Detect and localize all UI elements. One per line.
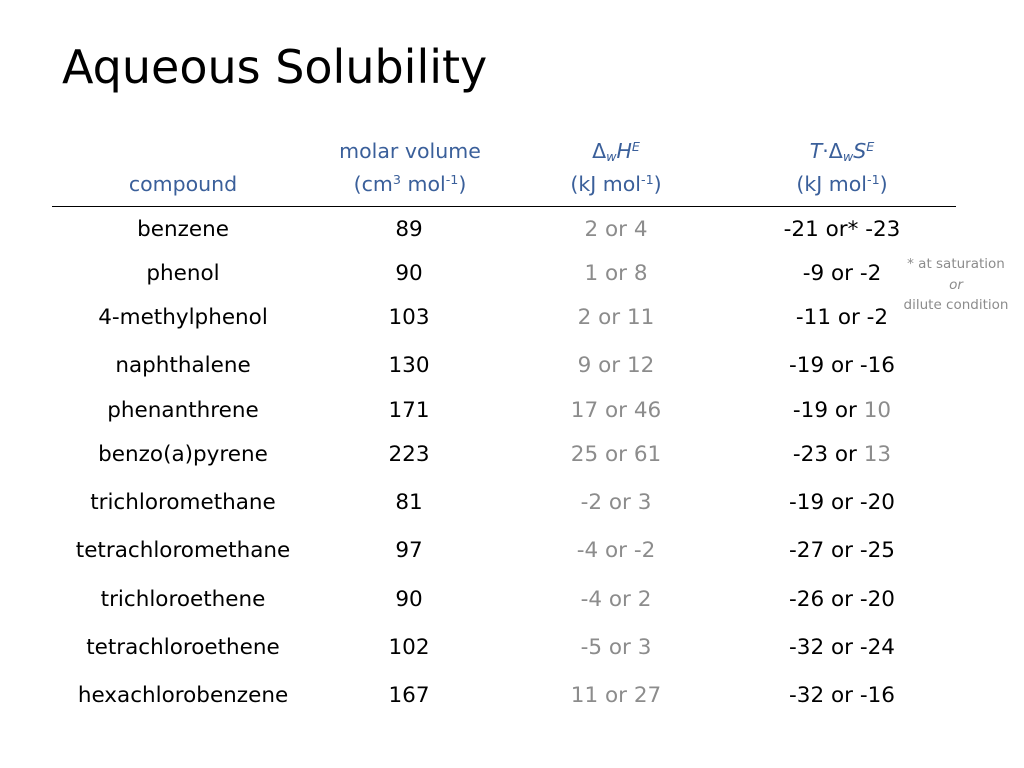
molar-volume-cell: 89: [395, 217, 423, 242]
symbol-main: H: [616, 139, 632, 163]
header-molar-volume-unit: [310, 168, 510, 201]
entropy-cell: [752, 531, 932, 571]
enthalpy-cell: 11 or 27: [570, 683, 662, 708]
molar-volume-cell: 103: [388, 305, 430, 330]
unit-text: (kJ mol: [570, 172, 641, 196]
entropy-cell: [752, 435, 932, 475]
molar-volume-cell: 90: [395, 261, 423, 286]
compound-cell: trichloromethane: [90, 490, 276, 515]
entropy-value: -19 or -20: [789, 490, 895, 515]
compound-cell: tetrachloroethene: [86, 635, 280, 660]
table-row: [0, 254, 1024, 294]
header-molar-volume-label: molar volume: [339, 139, 481, 163]
superscript: E: [631, 139, 640, 155]
header-molar-volume: [310, 135, 510, 201]
header-entropy-unit: [752, 168, 932, 201]
superscript: E: [866, 139, 875, 155]
compound-cell: trichloroethene: [100, 587, 266, 612]
subscript: w: [842, 149, 854, 165]
molar-volume-cell: 223: [388, 442, 430, 467]
unit-text: mol: [400, 172, 446, 196]
entropy-value-muted: 10: [863, 398, 892, 423]
header-entropy: [752, 135, 932, 201]
molar-volume-cell: 171: [388, 398, 430, 423]
enthalpy-cell: 1 or 8: [584, 261, 648, 286]
enthalpy-cell: 9 or 12: [577, 353, 655, 378]
symbol-T: T: [809, 139, 823, 163]
compound-cell: 4-methylphenol: [98, 305, 268, 330]
entropy-value: -9 or -2: [802, 261, 882, 286]
compound-cell: hexachlorobenzene: [77, 683, 289, 708]
footnote-or: or: [949, 276, 963, 293]
enthalpy-cell: 17 or 46: [570, 398, 662, 423]
entropy-value: -32 or -24: [789, 635, 895, 660]
footnote: [896, 254, 1016, 316]
enthalpy-cell: -4 or -2: [576, 538, 656, 563]
header-compound: [100, 168, 266, 201]
header-divider: [52, 206, 956, 207]
symbol-main: S: [853, 139, 867, 163]
compound-cell: benzo(a)pyrene: [98, 442, 268, 467]
enthalpy-cell: 25 or 61: [570, 442, 662, 467]
molar-volume-cell: 130: [388, 353, 430, 378]
entropy-value: -26 or -20: [789, 587, 895, 612]
enthalpy-cell: 2 or 11: [577, 305, 655, 330]
entropy-cell: [752, 580, 932, 620]
enthalpy-cell: -4 or 2: [580, 587, 652, 612]
entropy-value-muted: 13: [863, 442, 892, 467]
entropy-cell: [752, 346, 932, 386]
entropy-cell: [752, 483, 932, 523]
footnote-line: * at saturation: [907, 256, 1005, 272]
table-row: [0, 391, 1024, 431]
table-row: [0, 531, 1024, 571]
compound-cell: phenol: [146, 261, 220, 286]
unit-text: (cm: [353, 172, 393, 196]
header-compound-label: compound: [128, 172, 238, 196]
enthalpy-cell: -2 or 3: [580, 490, 652, 515]
entropy-value: -23 or: [792, 442, 864, 467]
unit-text: ): [458, 172, 467, 196]
unit-text: ): [879, 172, 888, 196]
entropy-value: -19 or -16: [789, 353, 895, 378]
unit-exponent: 3: [392, 172, 401, 188]
delta-symbol: Δ: [592, 139, 607, 163]
unit-exponent: -1: [866, 172, 880, 188]
subscript: w: [606, 149, 617, 165]
compound-cell: naphthalene: [115, 353, 251, 378]
unit-text: ): [653, 172, 662, 196]
header-entropy-symbol: [752, 135, 932, 168]
header-enthalpy-unit: [526, 168, 706, 201]
molar-volume-cell: 102: [388, 635, 430, 660]
header-enthalpy-symbol: [526, 135, 706, 168]
molar-volume-cell: 97: [395, 538, 423, 563]
table-row: [0, 676, 1024, 716]
delta-symbol: Δ: [828, 139, 843, 163]
entropy-value: -11 or -2: [795, 305, 889, 330]
table-row: [0, 628, 1024, 668]
header-enthalpy: [526, 135, 706, 201]
footnote-line: dilute condition: [903, 297, 1009, 313]
slide-title: Aqueous Solubility: [62, 40, 488, 94]
entropy-value: -27 or -25: [789, 538, 895, 563]
dot-operator: ·: [822, 139, 829, 163]
entropy-cell: [752, 210, 932, 250]
molar-volume-cell: 90: [395, 587, 423, 612]
table-row: [0, 346, 1024, 386]
table-row: [0, 580, 1024, 620]
unit-exponent: -1: [640, 172, 654, 188]
compound-cell: tetrachloromethane: [75, 538, 291, 563]
entropy-cell: [752, 676, 932, 716]
enthalpy-cell: -5 or 3: [580, 635, 652, 660]
molar-volume-cell: 81: [395, 490, 423, 515]
molar-volume-cell: 167: [388, 683, 430, 708]
table-row: [0, 435, 1024, 475]
unit-exponent: -1: [445, 172, 459, 188]
entropy-value: -19 or: [792, 398, 864, 423]
entropy-value: -32 or -16: [789, 683, 895, 708]
entropy-value: -21 or* -23: [783, 217, 901, 242]
enthalpy-cell: 2 or 4: [584, 217, 648, 242]
entropy-cell: [752, 391, 932, 431]
table-row: [0, 298, 1024, 338]
entropy-cell: [752, 628, 932, 668]
compound-cell: benzene: [137, 217, 229, 242]
unit-text: (kJ mol: [796, 172, 867, 196]
compound-cell: phenanthrene: [107, 398, 259, 423]
table-row: [0, 210, 1024, 250]
table-row: [0, 483, 1024, 523]
